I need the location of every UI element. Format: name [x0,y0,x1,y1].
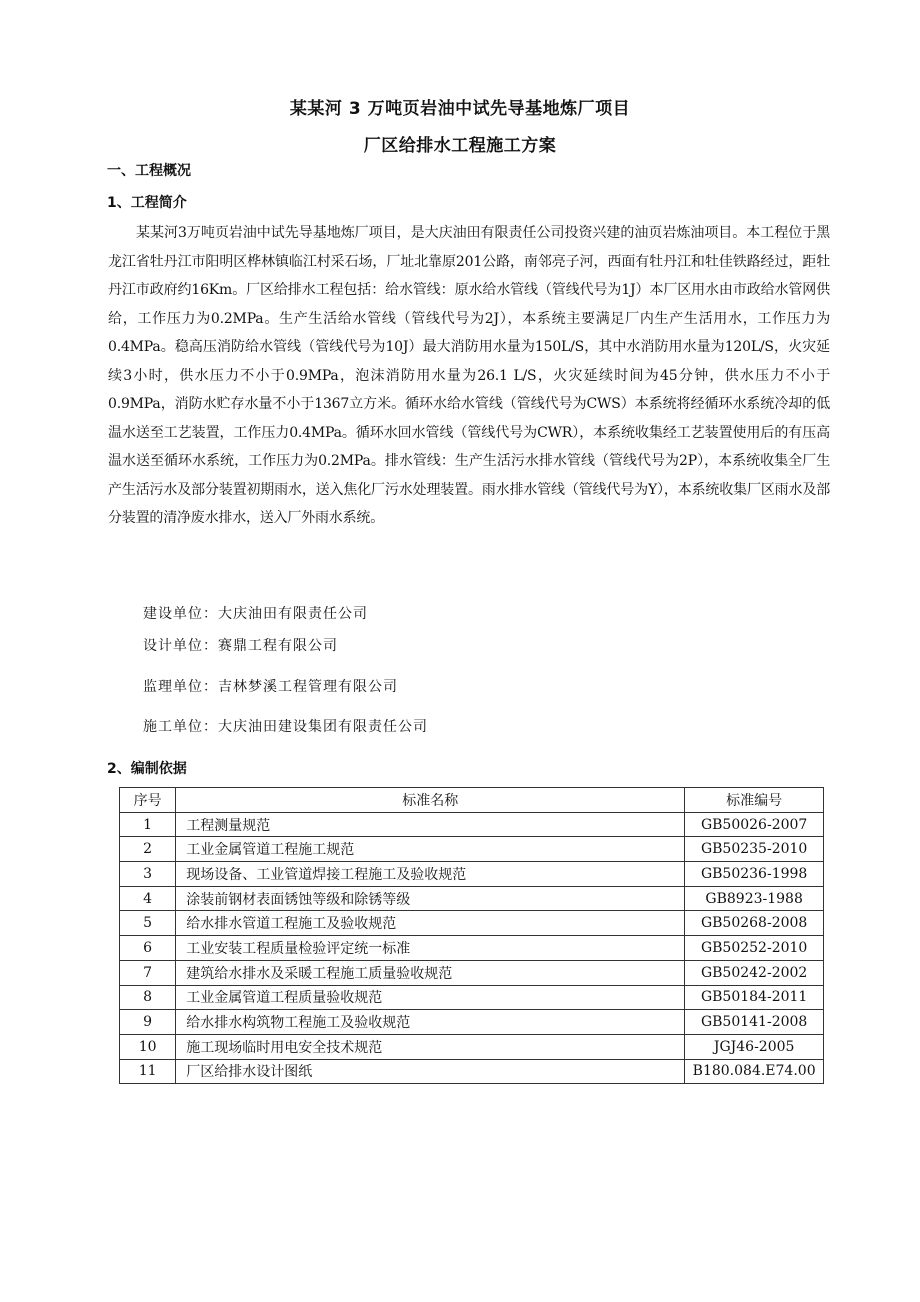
cell-seq: 2 [120,837,176,862]
unit-label: 施工单位： [143,719,218,735]
document-title: 某某河 3 万吨页岩油中试先导基地炼厂项目 [289,99,631,119]
intro-paragraph: 某某河3万吨页岩油中试先导基地炼厂项目，是大庆油田有限责任公司投资兴建的油页岩炼油项目。本工程位于黑龙江省牡丹江市阳明区桦林镇临江村采石场，厂址北靠原201公路，南邻亮子河，西面有牡丹江和牡佳铁路经过，距牡丹江市政府约16Km。厂区给排水工程包括：给水管线：原水给水管线（管线代号为1J）本厂区用水由市政给水管网供给，工作压力为0.2MPa。生产生活给水管线（管线代号为2J），本系统主要满足厂内生产生活用水，工作压力为0.4MPa。稳高压消防给水管线（管线代号为10J）最大消防用水量为150L/S，其中水消防用水量为120L/S，火灾延续3小时，供水压力不小于0.9MPa，泡沫消防用水量为26.1 L/S，火灾延续时间为45分钟，供水压力不小于0.9MPa，消防水贮存水量不小于1367立方米。循环水给水管线（管线代号为CWS）本系统将经循环水系统冷却的低温水送至工艺装置，工作压力0.4MPa。循环水回水管线（管线代号为CWR），本系统收集经工艺装置使用后的有压高温水送至循环水系统，工作压力为0.2MPa。排水管线：生产生活污水排水管线（管线代号为2P），本系统收集全厂生产生活污水及部分装置初期雨水，送入焦化厂污水处理装置。雨水排水管线（管线代号为Y），本系统收集厂区雨水及部分装置的清净废水排水，送入厂外雨水系统。 [108,225,830,526]
table-row [120,886,824,911]
cell-seq: 4 [120,886,176,911]
table-row [120,837,824,862]
table-row [120,1034,824,1059]
section-heading-overview: 一、工程概况 [107,163,191,179]
unit-value: 赛鼎工程有限公司 [218,638,338,654]
unit-value: 大庆油田建设集团有限责任公司 [218,719,428,735]
cell-code: GB50184-2011 [685,985,824,1010]
cell-code: GB50268-2008 [685,911,824,936]
cell-code: GB50141-2008 [685,1010,824,1035]
table-row [120,862,824,887]
unit-contractor [143,716,428,736]
cell-code: JGJ46-2005 [685,1034,824,1059]
cell-name: 涂装前钢材表面锈蚀等级和除锈等级 [176,886,685,911]
unit-value: 吉林梦溪工程管理有限公司 [218,679,398,695]
cell-name: 现场设备、工业管道焊接工程施工及验收规范 [176,862,685,887]
cell-name: 工业金属管道工程施工规范 [176,837,685,862]
table-row [120,911,824,936]
cell-seq: 3 [120,862,176,887]
cell-name: 给水排水构筑物工程施工及验收规范 [176,1010,685,1035]
table-row [120,960,824,985]
table-row [120,1010,824,1035]
cell-name: 工程测量规范 [176,812,685,837]
unit-designer [143,635,338,655]
cell-seq: 5 [120,911,176,936]
cell-name: 工业金属管道工程质量验收规范 [176,985,685,1010]
cell-code: GB50236-1998 [685,862,824,887]
cell-name: 给水排水管道工程施工及验收规范 [176,911,685,936]
header-seq: 序号 [120,788,176,813]
unit-construction-owner [143,603,368,623]
cell-code: GB50026-2007 [685,812,824,837]
subsection-heading-basis: 2、编制依据 [107,761,187,777]
header-code: 标准编号 [685,788,824,813]
unit-label: 设计单位： [143,638,218,654]
standards-table [119,787,824,1084]
unit-supervisor [143,676,398,696]
document-subtitle: 厂区给排水工程施工方案 [363,136,557,156]
cell-name: 厂区给排水设计图纸 [176,1059,685,1084]
cell-name: 建筑给水排水及采暖工程施工质量验收规范 [176,960,685,985]
cell-name: 施工现场临时用电安全技术规范 [176,1034,685,1059]
cell-code: GB50235-2010 [685,837,824,862]
unit-label: 监理单位： [143,679,218,695]
cell-code: GB8923-1988 [685,886,824,911]
cell-code: B180.084.E74.00 [685,1059,824,1084]
cell-seq: 9 [120,1010,176,1035]
cell-code: GB50242-2002 [685,960,824,985]
subsection-heading-intro: 1、工程简介 [107,195,187,211]
cell-seq: 1 [120,812,176,837]
table-header-row [120,788,824,813]
table-row [120,985,824,1010]
table-row [120,1059,824,1084]
unit-label: 建设单位： [143,606,218,622]
cell-seq: 11 [120,1059,176,1084]
unit-value: 大庆油田有限责任公司 [218,606,368,622]
cell-name: 工业安装工程质量检验评定统一标准 [176,936,685,961]
cell-code: GB50252-2010 [685,936,824,961]
cell-seq: 6 [120,936,176,961]
table-row [120,812,824,837]
cell-seq: 8 [120,985,176,1010]
cell-seq: 10 [120,1034,176,1059]
table-row [120,936,824,961]
cell-seq: 7 [120,960,176,985]
header-name: 标准名称 [176,788,685,813]
